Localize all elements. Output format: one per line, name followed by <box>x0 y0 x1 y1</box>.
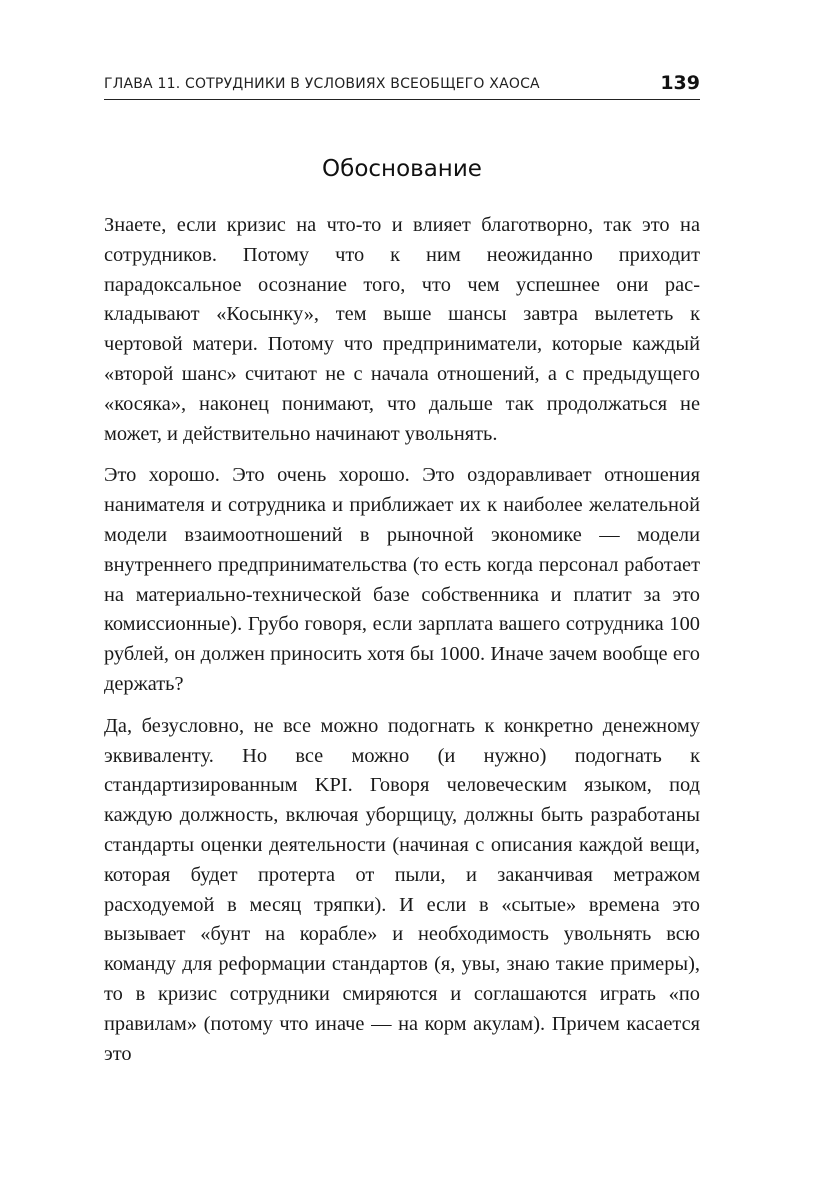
running-header <box>104 64 700 100</box>
paragraph: Это хорошо. Это очень хорошо. Это оздоравливает отношения нанимателя и сотрудника и приближает их к наиболее желательной модели взаимоотношений в рыночной экономике — модели внутреннего предпринимательства (то есть когда персонал работает на материально-технической базе собственника и платит за это комиссионные). Грубо говоря, если зарплата вашего сотрудника 100 рублей, он должен приносить хотя бы 1000. Иначе зачем вообще его держать? <box>104 464 700 695</box>
chapter-title: ГЛАВА 11. СОТРУДНИКИ В УСЛОВИЯХ ВСЕОБЩЕГО ХАОСА <box>104 76 540 92</box>
body-text <box>104 211 700 1081</box>
paragraph: Да, безусловно, не все можно подогнать к конкретно денежному эквиваленту. Но все можно (и нужно) подогнать к стандартизированным KPI. Говоря человеческим языком, под каждую должность, включая уборщицу, должны быть разработаны стандарты оценки деятельности (начиная с описания каждой вещи, которая будет протерта от пыли, и заканчивая метражом расходуемой в месяц тряпки). И если в «сытые» времена это вызывает «бунт на корабле» и необходимость увольнять всю команду для реформации стандартов (я, увы, знаю такие примеры), то в кризис сотрудники смиряются и соглашаются играть «по правилам» (потому что иначе — на корм акулам). Причем касается это <box>104 714 700 1065</box>
section-heading: Обоснование <box>322 156 482 182</box>
page-number: 139 <box>660 72 700 94</box>
paragraph: Знаете, если кризис на что-то и влияет благотворно, так это на сотрудников. Потому что к ним неожиданно приходит парадоксальное осознание того, что чем успешнее они раскладывают «Косынку», тем выше шансы завтра вылететь к чертовой матери. Потому что предприниматели, которые каждый «второй шанс» считают не с начала отношений, а с предыдущего «косяка», наконец понимают, что дальше так продолжаться не может, и действительно начинают увольнять. <box>104 214 700 445</box>
